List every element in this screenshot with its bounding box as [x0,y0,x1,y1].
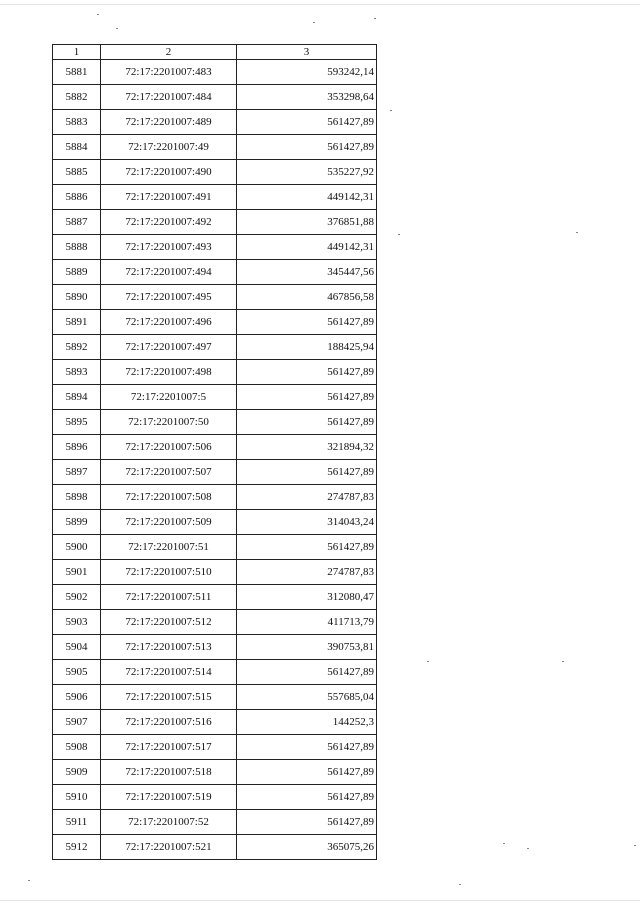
value-cell: 144252,3 [237,710,377,735]
table-row [53,660,377,685]
value-cell: 353298,64 [237,85,377,110]
table-row [53,585,377,610]
scan-speck [427,661,429,662]
cadastral-id-cell: 72:17:2201007:50 [101,410,237,435]
row-number-cell: 5910 [53,785,101,810]
table-body [53,60,377,860]
cadastral-id-cell: 72:17:2201007:515 [101,685,237,710]
value-cell: 321894,32 [237,435,377,460]
cadastral-id-cell: 72:17:2201007:508 [101,485,237,510]
row-number-cell: 5895 [53,410,101,435]
row-number-cell: 5902 [53,585,101,610]
value-cell: 561427,89 [237,310,377,335]
row-number-cell: 5898 [53,485,101,510]
table-row [53,560,377,585]
scan-speck [576,232,578,233]
value-cell: 449142,31 [237,185,377,210]
scan-speck [503,843,505,844]
table-row [53,85,377,110]
table-row [53,485,377,510]
value-cell: 561427,89 [237,410,377,435]
row-number-cell: 5912 [53,835,101,860]
value-cell: 561427,89 [237,535,377,560]
value-cell: 274787,83 [237,560,377,585]
value-cell: 593242,14 [237,60,377,85]
table-row [53,185,377,210]
table-row [53,635,377,660]
scan-speck [97,14,99,15]
value-cell: 376851,88 [237,210,377,235]
cadastral-id-cell: 72:17:2201007:494 [101,260,237,285]
row-number-cell: 5901 [53,560,101,585]
table-row [53,110,377,135]
cadastral-id-cell: 72:17:2201007:521 [101,835,237,860]
scan-speck [116,28,118,29]
table-header-row [53,45,377,60]
row-number-cell: 5903 [53,610,101,635]
cadastral-id-cell: 72:17:2201007:513 [101,635,237,660]
scan-speck [527,848,529,849]
table-row [53,160,377,185]
cadastral-id-cell: 72:17:2201007:492 [101,210,237,235]
cadastral-id-cell: 72:17:2201007:493 [101,235,237,260]
scan-speck [398,234,400,235]
cadastral-id-cell: 72:17:2201007:510 [101,560,237,585]
value-cell: 561427,89 [237,460,377,485]
value-cell: 561427,89 [237,735,377,760]
scan-speck [374,18,376,19]
value-cell: 561427,89 [237,810,377,835]
column-header-number: 1 [53,45,101,60]
scan-speck [390,110,392,111]
cadastral-id-cell: 72:17:2201007:498 [101,360,237,385]
scan-speck [459,884,461,885]
scan-speck [28,880,30,881]
row-number-cell: 5905 [53,660,101,685]
table-row [53,260,377,285]
column-header-cadastral-id: 2 [101,45,237,60]
cadastral-id-cell: 72:17:2201007:517 [101,735,237,760]
row-number-cell: 5890 [53,285,101,310]
row-number-cell: 5906 [53,685,101,710]
cadastral-id-cell: 72:17:2201007:489 [101,110,237,135]
cadastral-id-cell: 72:17:2201007:507 [101,460,237,485]
value-cell: 557685,04 [237,685,377,710]
value-cell: 365075,26 [237,835,377,860]
cadastral-id-cell: 72:17:2201007:52 [101,810,237,835]
row-number-cell: 5900 [53,535,101,560]
row-number-cell: 5909 [53,760,101,785]
table-row [53,435,377,460]
row-number-cell: 5882 [53,85,101,110]
cadastral-id-cell: 72:17:2201007:49 [101,135,237,160]
scan-edge-bottom [0,900,640,901]
value-cell: 345447,56 [237,260,377,285]
table-row [53,410,377,435]
cadastral-id-cell: 72:17:2201007:490 [101,160,237,185]
row-number-cell: 5883 [53,110,101,135]
table-row [53,760,377,785]
table-row [53,610,377,635]
table-row [53,235,377,260]
value-cell: 411713,79 [237,610,377,635]
value-cell: 561427,89 [237,660,377,685]
value-cell: 535227,92 [237,160,377,185]
column-header-value: 3 [237,45,377,60]
table-row [53,685,377,710]
row-number-cell: 5889 [53,260,101,285]
row-number-cell: 5884 [53,135,101,160]
cadastral-id-cell: 72:17:2201007:5 [101,385,237,410]
cadastral-id-cell: 72:17:2201007:511 [101,585,237,610]
cadastral-id-cell: 72:17:2201007:497 [101,335,237,360]
row-number-cell: 5911 [53,810,101,835]
value-cell: 274787,83 [237,485,377,510]
row-number-cell: 5881 [53,60,101,85]
scan-speck [562,661,564,662]
row-number-cell: 5907 [53,710,101,735]
cadastral-id-cell: 72:17:2201007:495 [101,285,237,310]
scan-speck [634,845,636,846]
cadastral-id-cell: 72:17:2201007:491 [101,185,237,210]
table-row [53,460,377,485]
table-row [53,735,377,760]
cadastral-id-cell: 72:17:2201007:483 [101,60,237,85]
cadastral-id-cell: 72:17:2201007:496 [101,310,237,335]
value-cell: 314043,24 [237,510,377,535]
cadastral-id-cell: 72:17:2201007:516 [101,710,237,735]
table-row [53,310,377,335]
row-number-cell: 5888 [53,235,101,260]
scan-edge-top [0,4,640,5]
row-number-cell: 5897 [53,460,101,485]
row-number-cell: 5885 [53,160,101,185]
value-cell: 561427,89 [237,785,377,810]
table-row [53,60,377,85]
row-number-cell: 5904 [53,635,101,660]
table-row [53,510,377,535]
table-row [53,835,377,860]
value-cell: 561427,89 [237,135,377,160]
cadastral-id-cell: 72:17:2201007:509 [101,510,237,535]
row-number-cell: 5899 [53,510,101,535]
table-row [53,535,377,560]
value-cell: 561427,89 [237,110,377,135]
table-row [53,785,377,810]
value-cell: 312080,47 [237,585,377,610]
value-cell: 449142,31 [237,235,377,260]
table-row [53,360,377,385]
table-row [53,710,377,735]
row-number-cell: 5894 [53,385,101,410]
row-number-cell: 5896 [53,435,101,460]
value-cell: 390753,81 [237,635,377,660]
row-number-cell: 5887 [53,210,101,235]
value-cell: 561427,89 [237,760,377,785]
cadastral-id-cell: 72:17:2201007:484 [101,85,237,110]
value-cell: 188425,94 [237,335,377,360]
table-row [53,210,377,235]
table-row [53,135,377,160]
cadastral-id-cell: 72:17:2201007:51 [101,535,237,560]
cadastral-id-cell: 72:17:2201007:518 [101,760,237,785]
row-number-cell: 5892 [53,335,101,360]
row-number-cell: 5886 [53,185,101,210]
value-cell: 561427,89 [237,385,377,410]
cadastral-id-cell: 72:17:2201007:506 [101,435,237,460]
cadastral-value-table [52,44,377,860]
row-number-cell: 5893 [53,360,101,385]
row-number-cell: 5891 [53,310,101,335]
value-cell: 561427,89 [237,360,377,385]
value-cell: 467856,58 [237,285,377,310]
cadastral-id-cell: 72:17:2201007:514 [101,660,237,685]
table-row [53,335,377,360]
scan-speck [313,22,315,23]
table-row [53,810,377,835]
cadastral-id-cell: 72:17:2201007:512 [101,610,237,635]
cadastral-id-cell: 72:17:2201007:519 [101,785,237,810]
table-row [53,285,377,310]
table-row [53,385,377,410]
row-number-cell: 5908 [53,735,101,760]
